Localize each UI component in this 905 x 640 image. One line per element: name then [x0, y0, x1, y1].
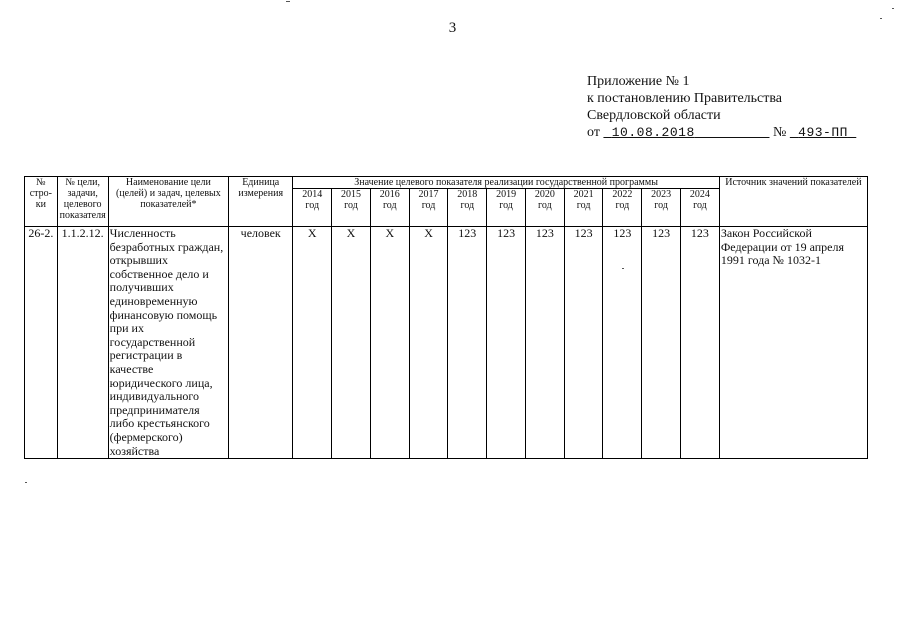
from-label: от — [587, 125, 600, 140]
cell-goal-no: 1.1.2.12. — [57, 227, 108, 459]
cell-value: 123 — [487, 227, 526, 459]
header-year: 2014 год — [293, 189, 332, 227]
cell-value: X — [332, 227, 371, 459]
cell-value: 123 — [564, 227, 603, 459]
cell-value: 123 — [525, 227, 564, 459]
header-values-group: Значение целевого показателя реализации государственной программы — [293, 177, 719, 189]
decree-number: 493-ПП — [798, 125, 848, 140]
header-year: 2021 год — [564, 189, 603, 227]
cell-source: Закон Российской Федерации от 19 апреля 1991 года № 1032-1 — [719, 227, 867, 459]
table-row — [25, 227, 868, 459]
cell-row-no: 26-2. — [25, 227, 58, 459]
decree-date: 10.08.2018 — [611, 125, 695, 140]
header-year: 2016 год — [370, 189, 409, 227]
header-year: 2020 год — [525, 189, 564, 227]
header-year: 2022 год — [603, 189, 642, 227]
indicators-table — [24, 176, 868, 459]
header-row — [25, 177, 868, 189]
cell-value: 123 — [681, 227, 720, 459]
cell-indicator-name: Численность безработных граждан, открывших собственное дело и получивших единовременную финансовую помощь при их государственной регистрации в качестве юридического лица, индивидуального предпринимателя либо крестьянского (фермерского) хозяйства — [108, 227, 228, 459]
header-goal-no: № цели, задачи, целевого показателя — [57, 177, 108, 227]
header-year: 2024 год — [681, 189, 720, 227]
header-name: Наименование цели (целей) и задач, целевых показателей* — [108, 177, 228, 227]
header-year: 2017 год — [409, 189, 448, 227]
cell-value: X — [370, 227, 409, 459]
appendix-title: Приложение № 1 — [587, 74, 690, 89]
cell-value: X — [293, 227, 332, 459]
header-year: 2019 год — [487, 189, 526, 227]
header-row-no: № стро-ки — [25, 177, 58, 227]
appendix-decree-line: к постановлению Правительства — [587, 91, 783, 106]
header-year: 2018 год — [448, 189, 487, 227]
appendix-block — [587, 73, 856, 141]
header-unit: Единица измерения — [229, 177, 293, 227]
appendix-region-line: Свердловской области — [587, 108, 721, 123]
cell-value: 123 — [603, 227, 642, 459]
header-year: 2023 год — [642, 189, 681, 227]
page-number: 3 — [448, 20, 457, 36]
number-label: № — [772, 125, 787, 140]
cell-value: 123 — [448, 227, 487, 459]
header-source: Источник значений показателей — [719, 177, 867, 227]
cell-value: X — [409, 227, 448, 459]
header-year: 2015 год — [332, 189, 371, 227]
cell-value: 123 — [642, 227, 681, 459]
cell-unit: человек — [229, 227, 293, 459]
appendix-date-line — [587, 124, 856, 141]
